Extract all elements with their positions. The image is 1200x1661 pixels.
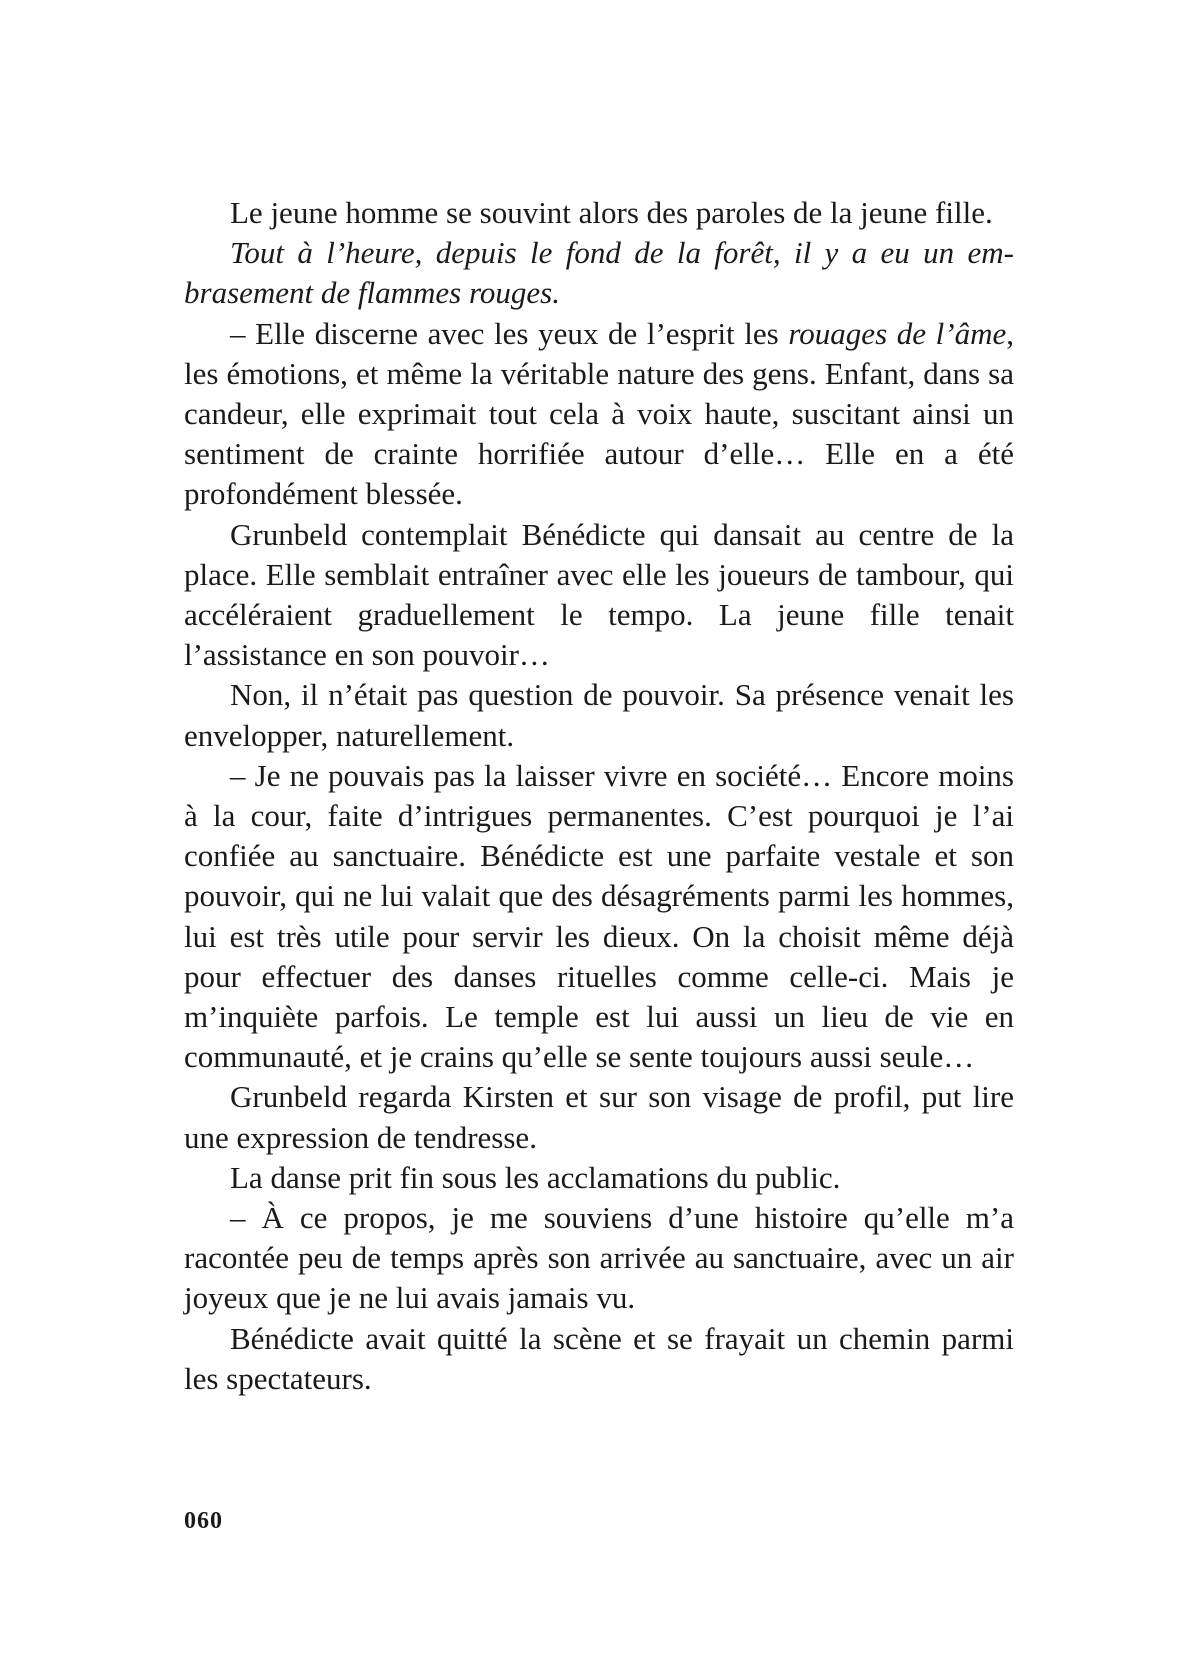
paragraph [184,756,1014,1078]
page-number: 060 [184,1508,223,1534]
paragraph [184,193,1014,233]
italic-text: Tout à l’heure, depuis le fond de la forêt, il y a eu un embrasement de flammes rouges. [184,235,1014,311]
paragraph [184,1158,1014,1198]
text-run: – À ce propos, je me souviens d’une histoire qu’elle m’a racontée peu de temps après son arrivée au sanctuaire, avec un air joyeux que je ne lui avais jamais vu. [184,1200,1014,1316]
text-run: – Je ne pouvais pas la laisser vivre en société… Encore moins à la cour, faite d’intrigues permanentes. C’est pourquoi je l’ai confiée au sanctuaire. Bénédicte est une parfaite vestale et son pouvoir, qui ne lui valait que des désagréments parmi les hommes, lui est très utile pour servir les dieux. On la choisit même déjà pour effectuer des danses rituelles comme celle-ci. Mais je m’inquiète parfois. Le temple est lui aussi un lieu de vie en communauté, et je crains qu’elle se sente toujours aussi seule… [184,757,1014,1075]
text-run: – Elle discerne avec les yeux de l’esprit les [230,315,789,351]
text-run: Bénédicte avait quitté la scène et se frayait un chemin parmi les spectateurs. [184,1320,1014,1396]
paragraph [184,314,1014,515]
text-run: La danse prit fin sous les acclamations du public. [230,1159,841,1195]
text-run: Grunbeld contemplait Bénédicte qui dansait au centre de la place. Elle semblait entraîner avec elle les joueurs de tambour, qui accéléraient graduellement le tempo. La jeune fille tenait l’assistance en son pouvoir… [184,516,1014,673]
paragraph [184,675,1014,755]
paragraph [184,233,1014,313]
text-run: Non, il n’était pas question de pouvoir. Sa présence venait les envelopper, naturellement. [184,677,1014,753]
paragraph [184,515,1014,676]
body-text [184,193,1014,1399]
paragraph [184,1198,1014,1319]
paragraph [184,1319,1014,1399]
text-run: , les émotions, et même la véritable nature des gens. Enfant, dans sa candeur, elle exprimait tout cela à voix haute, suscitant ainsi un sentiment de crainte horrifiée autour d’elle… Elle en a été profondément blessée. [184,315,1014,512]
text-run: Le jeune homme se souvint alors des paroles de la jeune fille. [230,195,993,230]
text-run: Grunbeld regarda Kirsten et sur son visage de profil, put lire une expression de tendresse. [184,1079,1014,1155]
italic-text: rouages de l’âme [788,315,1007,351]
paragraph [184,1077,1014,1157]
